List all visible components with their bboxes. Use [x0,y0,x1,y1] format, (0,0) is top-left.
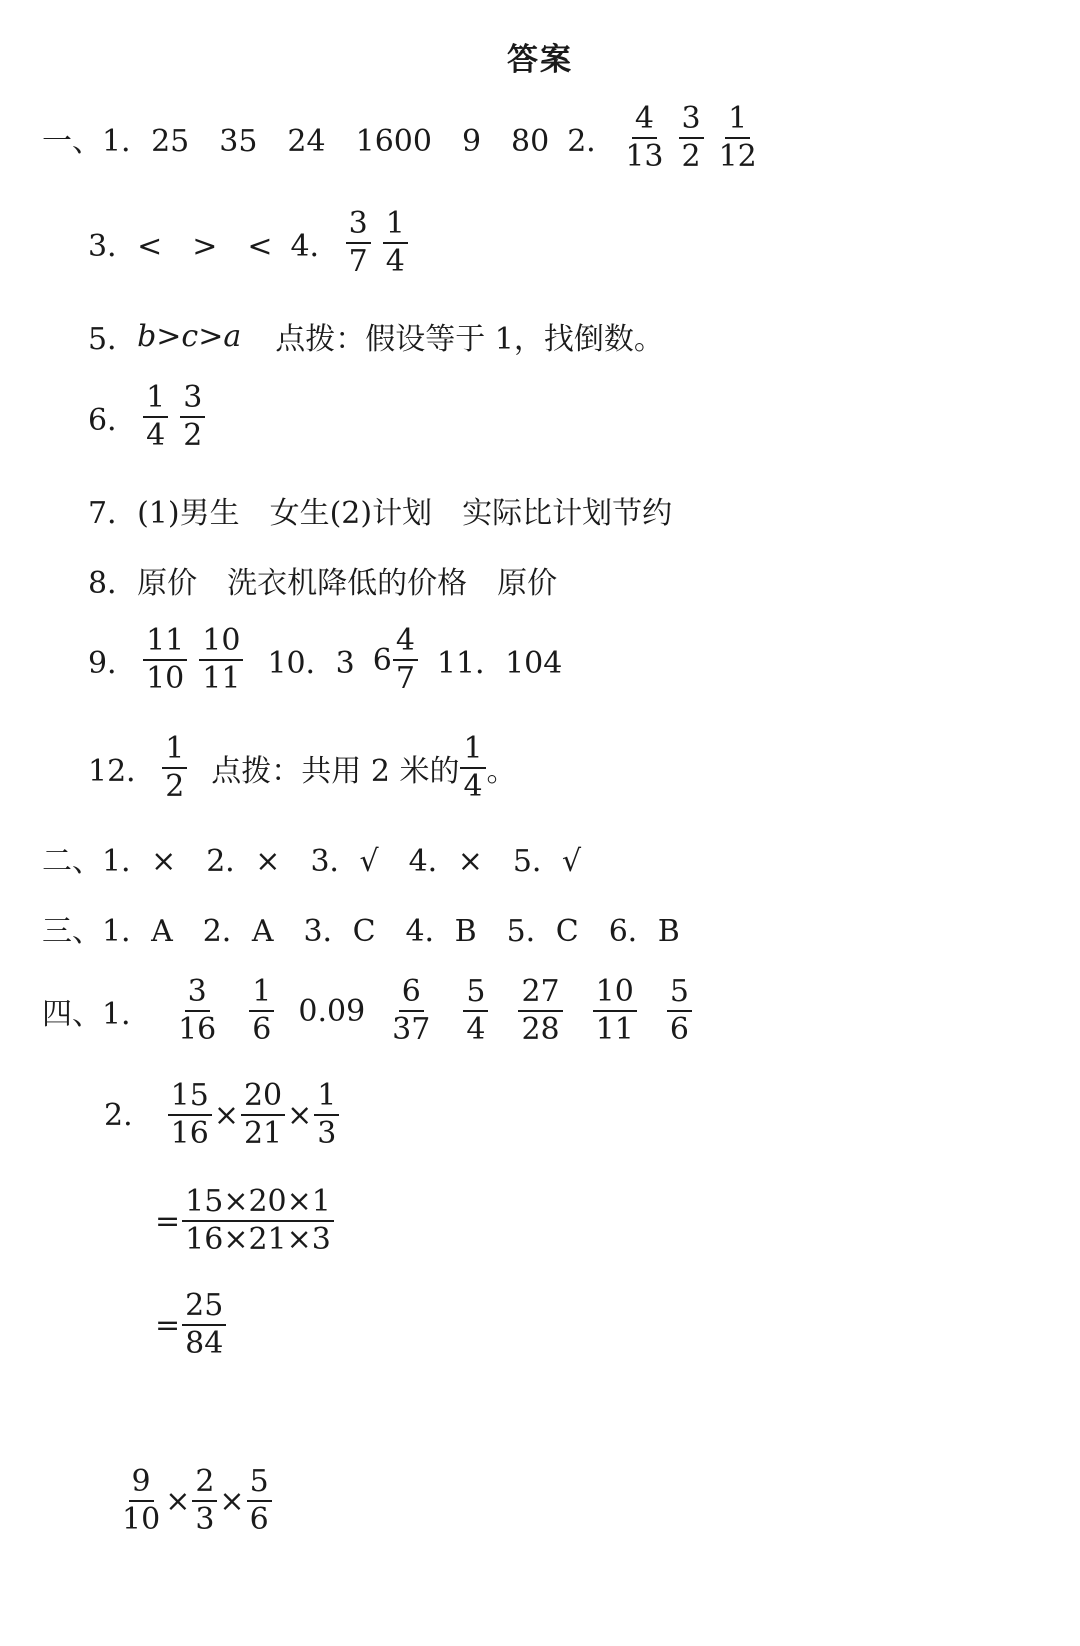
fraction: $\frac{1}{3}$ [314,1080,339,1151]
q3-text: 3．< > < [88,229,273,265]
section1-row5 [88,314,664,358]
q12-end: 。 [486,754,517,790]
fraction: $\frac{3}{16}$ [178,974,217,1048]
q7-text: 7．(1)男生 女生(2)计划 实际比计划节约 [88,496,673,531]
q4-label: 4． [290,229,340,265]
q5-hint: 点拨：假设等于 1，找倒数。 [275,322,664,357]
fraction: $\frac{25}{84}$ [182,1290,226,1361]
fraction: $\frac{3}{2}$ [180,382,205,453]
section4-q2-step2 [154,1290,227,1361]
fraction: $\frac{4}{13}$ [625,101,664,175]
section1-head: 一、1．25 35 24 1600 9 80 [42,124,550,160]
q5-expression: b>c>a [137,318,242,354]
q2-label: 2. [104,1097,133,1133]
fraction: $\frac{11}{10}$ [143,625,187,696]
fraction: $\frac{1}{4}$ [460,733,485,804]
section3-text: 三、1．A 2．A 3．C 4．B 5．C 6．B [42,914,680,949]
section2-text: 二、1．× 2．× 3．√ 4．× 5．√ [42,844,582,879]
fraction: $\frac{5}{6}$ [667,976,692,1047]
fraction: $\frac{2}{3}$ [192,1466,217,1537]
fraction: $\frac{27}{28}$ [518,976,562,1047]
q12-hint: 点拨：共用 2 米的 [211,754,460,790]
fraction: $\frac{3}{2}$ [679,103,704,174]
section1-row9 [88,625,562,696]
fraction: $\frac{9}{10}$ [122,1464,161,1538]
q10-whole: 6 [372,642,392,678]
times-sign: × [213,1097,239,1133]
section2-row [42,836,581,880]
fraction: $\frac{10}{11}$ [199,625,243,696]
section1-row12 [88,733,517,804]
fraction: $\frac{5}{4}$ [463,976,488,1047]
fraction: $\frac{5}{6}$ [247,1466,272,1537]
fraction: $\frac{15}{16}$ [168,1080,212,1151]
section1-row8 [88,558,557,602]
q12-label: 12． [88,754,157,790]
section1-row2 [88,208,414,279]
fraction: $\frac{20}{21}$ [241,1080,285,1151]
section1-row7 [88,488,672,532]
section3-row [42,906,680,950]
times-sign: × [287,1097,313,1133]
q10-label: 10．3 [267,646,355,682]
q8-text: 8．原价 洗衣机降低的价格 原价 [88,566,558,601]
decimal-value: 0.09 [298,993,366,1029]
section1-row6 [88,382,211,453]
q5-label: 5． [88,322,138,357]
times-sign: × [219,1483,245,1519]
equals-sign: = [155,1307,181,1343]
fraction: $\frac{1}{12}$ [718,101,757,175]
fraction: $\frac{3}{7}$ [346,208,371,279]
section4-q2 [104,1080,340,1151]
page-title: 答案 [507,42,573,78]
fraction: $\frac{15\times 20\times 1}{16\times 21\times 3}$ [182,1186,334,1257]
fraction: $\frac{1}{2}$ [162,733,187,804]
fraction: $\frac{1}{4}$ [143,382,168,453]
section4-q2-step1 [154,1186,335,1257]
fraction: $\frac{4}{7}$ [393,625,418,696]
section1-row1 [42,103,766,174]
fraction: $\frac{6}{37}$ [392,974,431,1048]
equals-sign: = [155,1203,181,1239]
q2-label: 2． [567,124,617,160]
times-sign: × [165,1483,191,1519]
fraction: $\frac{1}{4}$ [383,208,408,279]
section4-q3 [118,1466,273,1537]
q11-text: 11．104 [436,646,563,682]
q9-label: 9． [88,646,138,682]
fraction: $\frac{1}{6}$ [249,976,274,1047]
fraction: $\frac{10}{11}$ [593,976,637,1047]
section4-head: 四、1． [42,997,152,1033]
q6-label: 6． [88,403,138,439]
section4-row1 [42,976,698,1047]
